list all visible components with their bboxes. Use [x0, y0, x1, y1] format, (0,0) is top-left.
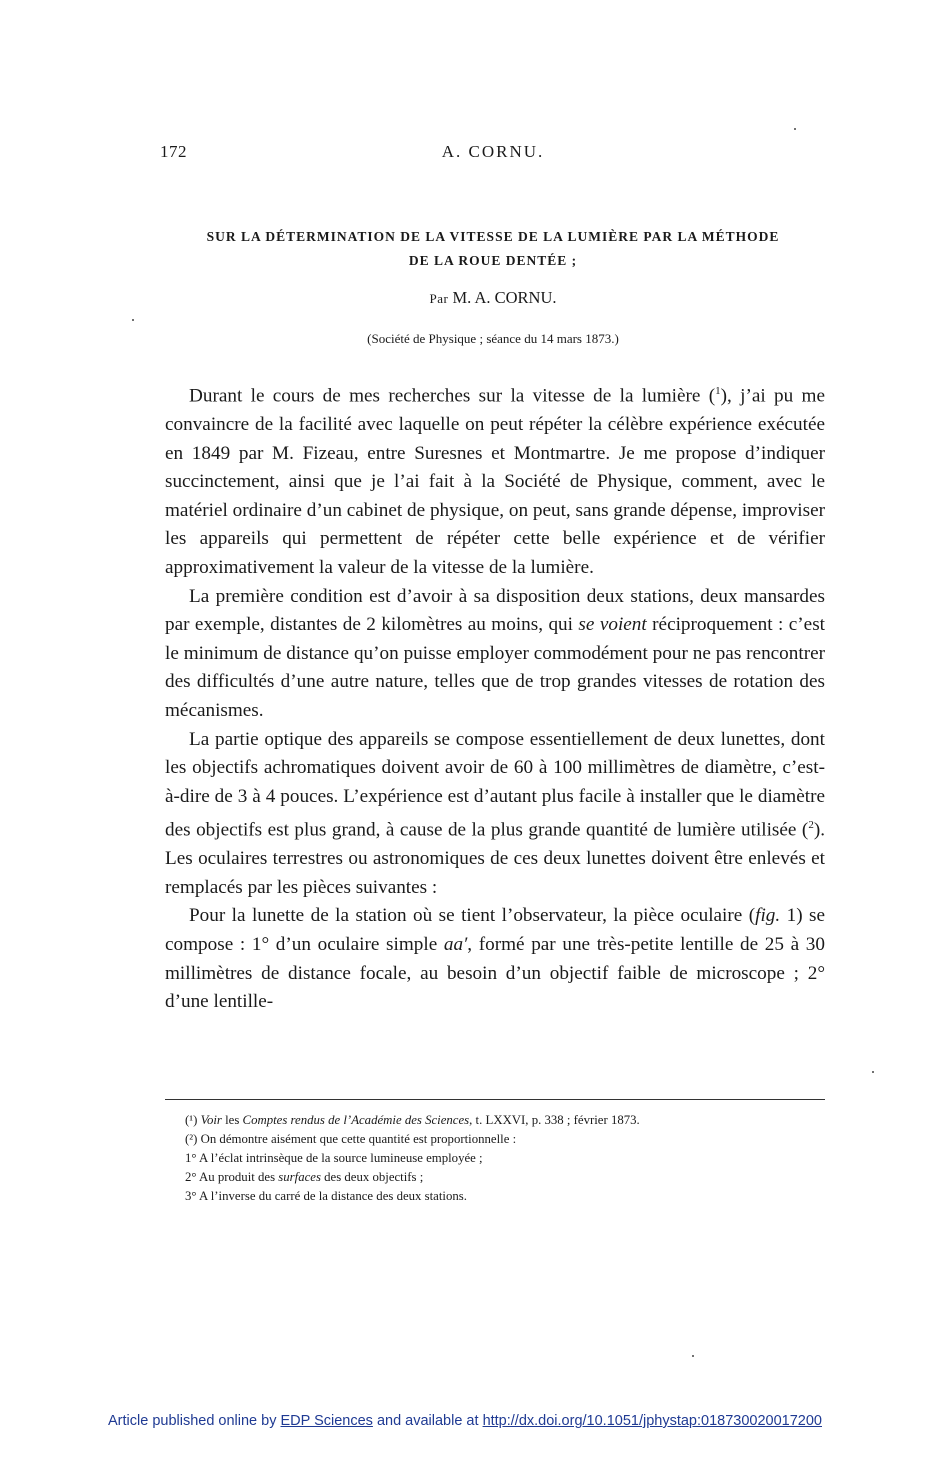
footnote-2-item-3: 3° A l’inverse du carré de la distance des deux stations. [185, 1189, 467, 1203]
paragraph-1-text-b: ), j’ai pu me convaincre de la facilité avec laquelle on peut répéter la célèbre expérience exécutée en 1849 par M. Fizeau, entre Suresnes et Montmartre. Je me propose d’indiquer succinctement, ainsi que je l’ai fait à la Société de Physique, comment, avec le matériel ordinaire d’un cabinet de physique, on peut, sans grande dépense, improviser les appareils qui permettent de répéter cette belle expérience et de vérifier approximativement la valeur de la vitesse de la lumière. [165, 385, 825, 578]
footnote-1-mark: (¹) [185, 1113, 198, 1127]
footnote-2-item-2 [165, 1168, 825, 1187]
society-session-note: (Société de Physique ; séance du 14 mars 1873.) [367, 331, 619, 346]
footnote-ref-1[interactable]: 1 [715, 385, 721, 397]
figure-reference: fig. [755, 905, 781, 927]
footnote-rule [165, 1099, 825, 1100]
page-number: 172 [160, 142, 187, 161]
paragraph-4-text-b: 1) se compose : 1° d’un oculaire simple [165, 905, 826, 956]
article-body [165, 377, 825, 1017]
footnote-1-voir: Voir [200, 1113, 222, 1127]
footnote-2-item-1: 1° A l’éclat intrinsèque de la source lumineuse employée ; [185, 1151, 483, 1165]
footnotes [165, 1111, 825, 1206]
paragraph-4-text-a: Pour la lunette de la station où se tient l’observateur, la pièce oculaire ( [189, 905, 756, 927]
footnote-1-journal: Comptes rendus de l’Académie des Sciences [242, 1113, 470, 1127]
footnote-1 [165, 1111, 825, 1130]
running-title: A. CORNU. [441, 142, 545, 161]
byline [160, 288, 826, 308]
article-title-line-2: DE LA ROUE DENTÉE ; [408, 253, 578, 268]
paragraph-3 [165, 726, 825, 903]
paragraph-2-emphasis: se voient [578, 614, 647, 636]
footnote-1-citation: , t. LXXVI, p. 338 ; février 1873. [469, 1113, 640, 1127]
article-title-line-1: SUR LA DÉTERMINATION DE LA VITESSE DE LA LUMIÈRE PAR LA MÉTHODE [206, 229, 780, 244]
scan-speck [794, 128, 796, 130]
paragraph-3-text-b: ). Les oculaires terrestres ou astronomiques de ces deux lunettes doivent être enlevés et remplacés par les pièces suivantes : [165, 819, 825, 898]
byline-author: M. A. CORNU. [452, 288, 557, 307]
paragraph-1 [165, 377, 825, 583]
publisher-link[interactable]: EDP Sciences [280, 1413, 373, 1429]
paragraph-2-text-a: La première condition est d’avoir à sa disposition deux stations, deux mansardes par exemple, distantes de 2 kilomètres au moins, qui [165, 585, 825, 636]
footnote-2-mark: (²) [185, 1132, 198, 1146]
banner-prefix: Article published online by [108, 1413, 281, 1429]
running-head [160, 142, 826, 164]
banner-middle: and available at [372, 1413, 483, 1429]
byline-prefix: Par [429, 291, 449, 306]
article-title [160, 225, 826, 273]
paragraph-3-text-a: La partie optique des appareils se compose essentiellement de deux lunettes, dont les objectifs achromatiques doivent avoir de 60 à 100 millimètres de diamètre, c’est-à-dire de 3 à 4 pouces. L’expérience est d’autant plus facile à installer que le diamètre des objectifs est plus grand, à cause de la plus grande quantité de lumière utilisée ( [165, 728, 825, 841]
footnote-2 [165, 1130, 825, 1149]
paragraph-2 [165, 583, 825, 726]
paragraph-2-text-b: réciproquement : c’est le minimum de distance qu’on puisse employer commodément pour ne pas rencontrer des difficultés d’une autre nature, telles que de trop grandes vitesses de rotation des mécanismes. [165, 614, 825, 721]
footnote-ref-2[interactable]: 2 [808, 819, 814, 832]
footnote-2-text: On démontre aisément que cette quantité est proportionnelle : [200, 1132, 517, 1146]
scan-speck [132, 319, 134, 321]
doi-link[interactable]: http://dx.doi.org/10.1051/jphystap:018730020017200 [482, 1413, 822, 1429]
footnote-2-item-2-emphasis: surfaces [278, 1170, 321, 1184]
publication-banner [0, 1413, 930, 1429]
scan-speck [692, 1355, 694, 1357]
paragraph-4 [165, 902, 825, 1016]
footnote-2-item-2-a: 2° Au produit des [185, 1170, 279, 1184]
scan-speck [872, 1071, 874, 1073]
footnote-2-item-2-b: des deux objectifs ; [320, 1170, 424, 1184]
paragraph-4-text-c: , formé par une très-petite lentille de 25 à 30 millimètres de distance focale, au besoin d’un objectif faible de microscope ; 2° d’une lentille- [165, 934, 825, 1013]
footnote-1-les: les [221, 1113, 243, 1127]
paragraph-4-symbol: aa′ [443, 934, 468, 956]
paragraph-1-text-a: Durant le cours de mes recherches sur la vitesse de la lumière ( [189, 385, 716, 407]
